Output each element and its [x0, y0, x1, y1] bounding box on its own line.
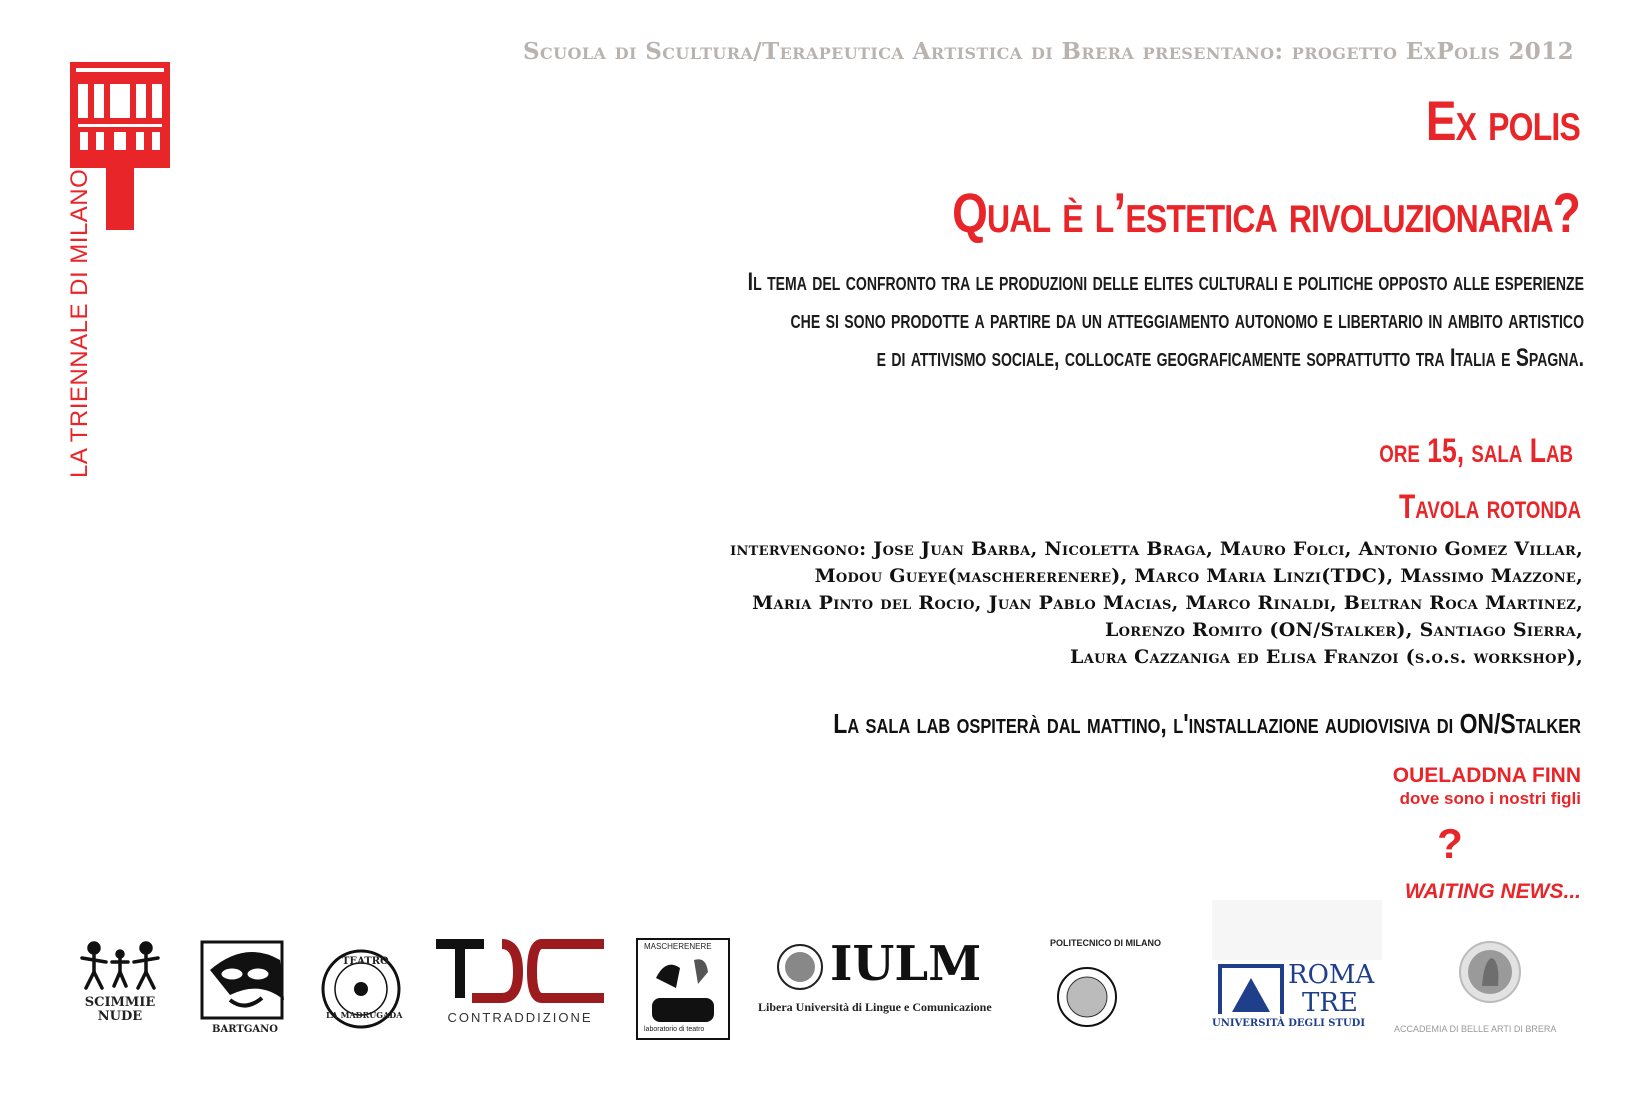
partner-logo-maschere-nere	[636, 938, 730, 1040]
partner-logo-iulm	[758, 936, 1038, 1022]
speakers-line: intervengono: Jose Juan Barba, Nicoletta Braga, Mauro Folci, Antonio Gomez Villar,	[730, 538, 1583, 560]
partner-logo-bartgano	[200, 940, 290, 1040]
partner-logo-brera	[1394, 940, 1584, 1035]
face-icon	[200, 940, 290, 1020]
partner-logo-tdc	[432, 938, 608, 1024]
roma-tre-sublabel: UNIVERSITÀ DEGLI STUDI	[1212, 1018, 1366, 1029]
speakers-line: Lorenzo Romito (ON/Stalker), Santiago Sierra,	[1105, 619, 1583, 641]
roma-tre-mark-icon	[1218, 964, 1284, 1014]
polimi-label: POLITECNICO DI MILANO	[1050, 938, 1161, 948]
question-mark: ?	[1437, 820, 1463, 867]
intro-line: che si sono prodotte a partire da un atteggiamento autonomo e libertario in ambito artistico	[790, 306, 1584, 334]
mask-pot-icon	[636, 938, 730, 1040]
maschere-sublabel: laboratorio di teatro	[644, 1026, 705, 1033]
work-subtitle: dove sono i nostri figli	[1399, 789, 1581, 808]
intro-line: Il tema del confronto tra le produzioni delle elites culturali e politiche opposto alle esperienze	[747, 268, 1584, 296]
madrugada-label: LA MADRUGADA	[326, 1010, 403, 1020]
iulm-label: IULM	[830, 936, 982, 992]
waiting-news: WAITING NEWS...	[1404, 880, 1581, 903]
intro-line: e di attivismo sociale, collocate geograficamente soprattutto tra Italia e Spagna.	[876, 344, 1584, 372]
monkeys-icon	[80, 940, 160, 992]
teatro-label: TEATRO	[342, 956, 389, 967]
triennale-vertical-label: LA TRIENNALE DI MILANO	[66, 168, 93, 478]
roma-tre-photo	[1212, 900, 1382, 960]
scimmie-label-1: SCIMMIE	[84, 995, 156, 1010]
speakers-line: Laura Cazzaniga ed Elisa Franzoi (s.o.s. workshop),	[1070, 646, 1583, 668]
bartgano-label: BARTGANO	[212, 1024, 278, 1035]
page-subtitle: Qual è l’estetica rivoluzionaria?	[952, 181, 1580, 244]
speakers-line: Modou Gueye(maschererenere), Marco Maria Linzi(TDC), Massimo Mazzone,	[814, 565, 1583, 587]
scimmie-label-2: NUDE	[97, 1009, 143, 1024]
work-title: OUELADDNA FINN	[1392, 764, 1581, 787]
partner-logo-polimi	[1050, 938, 1190, 1038]
brera-label: ACCADEMIA DI BELLE ARTI DI BRERA	[1394, 1024, 1557, 1034]
maschere-label: MASCHERENERE	[644, 942, 712, 951]
iulm-full-name: Libera Università di Lingue e Comunicazione	[758, 1000, 992, 1014]
brera-seal-icon	[1458, 940, 1522, 1004]
partner-logo-scimmie-nude	[80, 940, 160, 1040]
installation-note: La sala lab ospiterà dal mattino, l'installazione audiovisiva di ON/Stalker	[833, 708, 1581, 739]
tdc-label: CONTRADDIZIONE	[447, 1010, 593, 1025]
speakers-line: Maria Pinto del Rocio, Juan Pablo Macias, Marco Rinaldi, Beltran Roca Martinez,	[752, 592, 1583, 614]
partner-logo-roma-tre	[1212, 900, 1382, 1030]
page-title: Ex polis	[1425, 89, 1580, 152]
tdc-mark-icon	[432, 938, 608, 1004]
header-line: Scuola di Scultura/Terapeutica Artistica di Brera presentano: progetto ExPolis 2012	[522, 38, 1574, 65]
event-format: Tavola rotonda	[1399, 488, 1581, 526]
tre-label: TRE	[1302, 988, 1358, 1018]
polimi-seal-icon	[1056, 966, 1118, 1028]
roma-label: ROMA	[1288, 960, 1375, 990]
event-time-place: ore 15, sala Lab	[1379, 432, 1573, 470]
iulm-seal-icon	[776, 942, 824, 992]
partner-logo-teatro-madrugada	[320, 948, 402, 1030]
